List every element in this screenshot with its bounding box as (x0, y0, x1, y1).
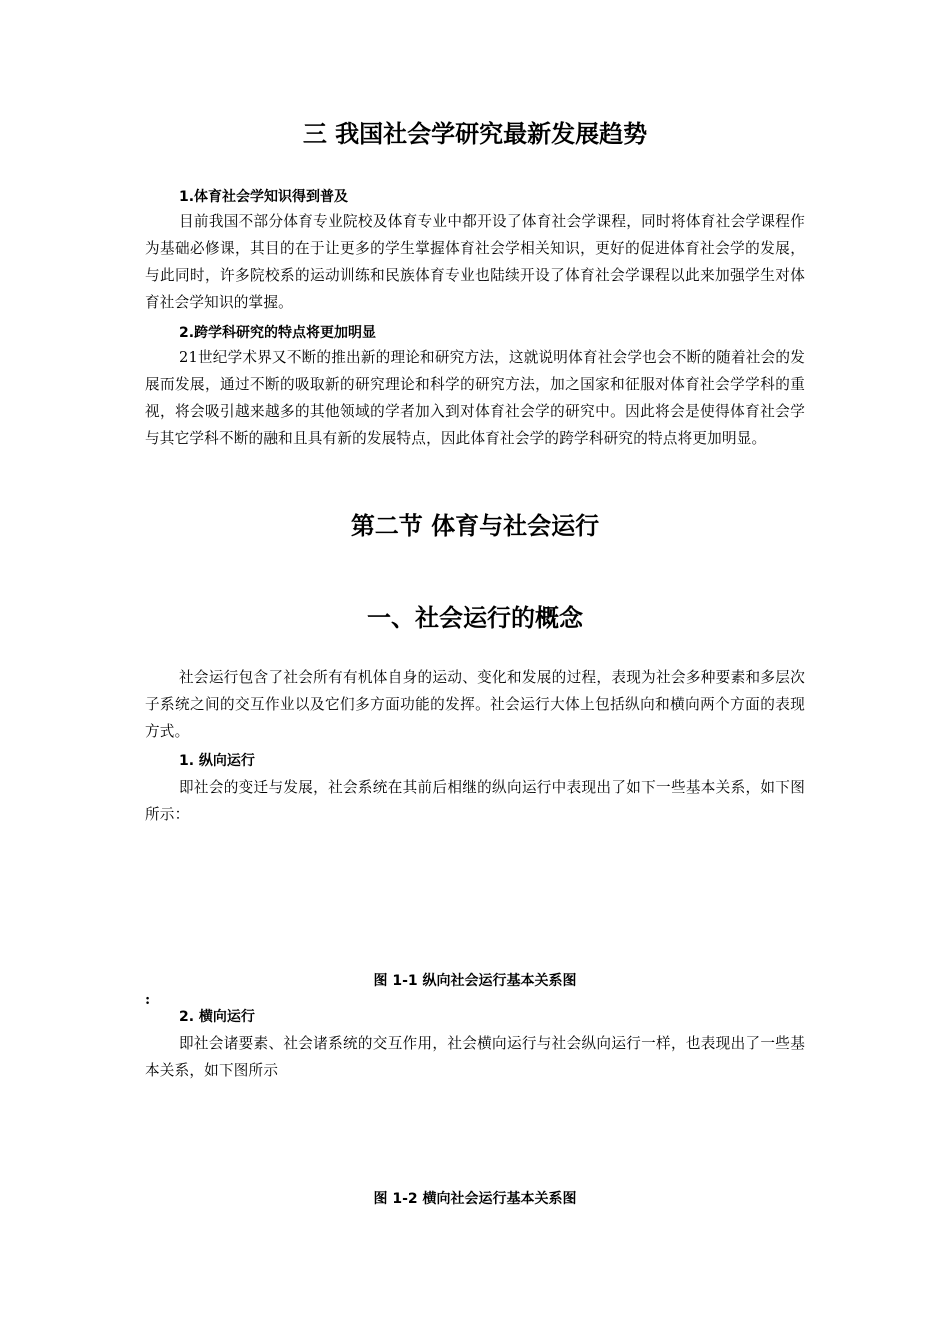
stray-mark: : (145, 992, 151, 1008)
section-title-trends: 三 我国社会学研究最新发展趋势 (302, 120, 648, 148)
paragraph-vertical-operation: 即社会的变迁与发展，社会系统在其前后相继的纵向运行中表现出了如下一些基本关系，如下图所示： (145, 779, 805, 823)
paragraph-interdisciplinary: 21世纪学术界又不断的推出新的理论和研究方法，这就说明体育社会学也会不断的随着社会的发展而发展，通过不断的吸取新的研究理论和科学的研究方法，加之国家和征服对体育社会学学科的重视，将会吸引越来越多的其他领域的学者加入到对体育社会学的研究中。因此将会是使得体育社会学与其它学科不断的融和且具有新的发展特点，因此体育社会学的跨学科研究的特点将更加明显。 (145, 349, 805, 447)
section-title-concept: 一、社会运行的概念 (367, 604, 583, 632)
subheading-interdisciplinary: 2.跨学科研究的特点将更加明显 (179, 325, 377, 341)
subheading-horizontal-operation: 2. 横向运行 (179, 1009, 255, 1025)
figure-1-1-area (145, 836, 805, 956)
subheading-knowledge-popularization: 1.体育社会学知识得到普及 (179, 189, 349, 205)
paragraph-horizontal-operation: 即社会诸要素、社会诸系统的交互作用，社会横向运行与社会纵向运行一样，也表现出了一些基本关系，如下图所示 (145, 1035, 805, 1079)
subheading-vertical-operation: 1. 纵向运行 (179, 753, 255, 769)
paragraph-knowledge-popularization: 目前我国不部分体育专业院校及体育专业中都开设了体育社会学课程，同时将体育社会学课程作为基础必修课，其目的在于让更多的学生掌握体育社会学相关知识，更好的促进体育社会学的发展，与此同时，许多院校系的运动训练和民族体育专业也陆续开设了体育社会学课程以此来加强学生对体育社会学知识的掌握。 (145, 213, 805, 311)
paragraph-concept-intro: 社会运行包含了社会所有有机体自身的运动、变化和发展的过程，表现为社会多种要素和多层次子系统之间的交互作业以及它们多方面功能的发挥。社会运行大体上包括纵向和横向两个方面的表现方式。 (145, 669, 805, 740)
figure-1-2-caption: 图 1-2 横向社会运行基本关系图 (373, 1191, 577, 1207)
chapter-title: 第二节 体育与社会运行 (350, 512, 600, 540)
figure-1-1-caption: 图 1-1 纵向社会运行基本关系图 (373, 973, 577, 989)
figure-1-2-area (145, 1092, 805, 1178)
